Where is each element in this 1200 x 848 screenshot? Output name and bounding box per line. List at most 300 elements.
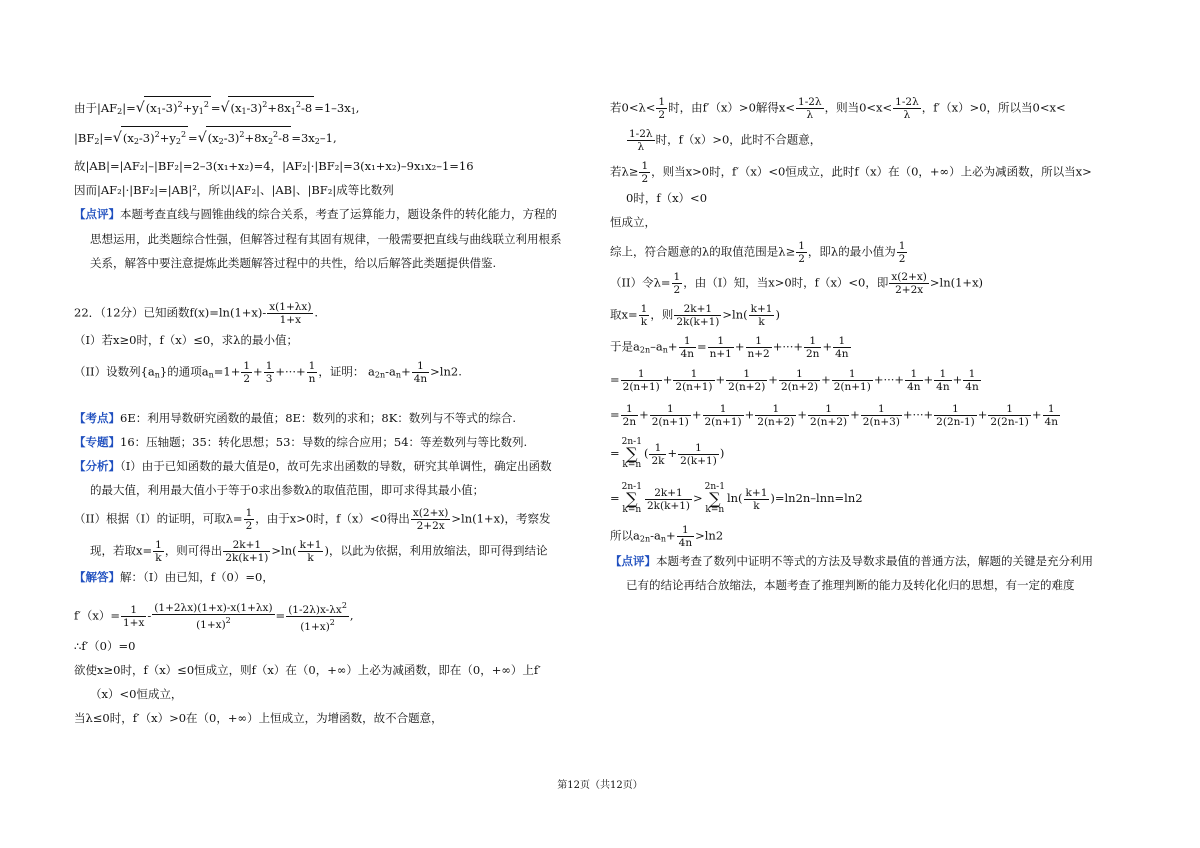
sigma-bottom: k=n xyxy=(622,505,642,515)
text: ，则 xyxy=(650,307,674,322)
jieda-tag: 【解答】 xyxy=(74,570,120,584)
text: + xyxy=(822,339,833,354)
den: 2(n+1) xyxy=(651,416,689,428)
num: 1 xyxy=(755,403,796,416)
text: +y xyxy=(182,101,199,115)
text: |= xyxy=(99,131,113,145)
text: + xyxy=(821,372,831,387)
text: +8x xyxy=(267,101,291,115)
fraction xyxy=(621,368,662,393)
sub: 2 xyxy=(218,137,224,146)
fraction xyxy=(893,96,921,121)
num: k+1 xyxy=(750,303,773,315)
num: 1 xyxy=(641,160,649,172)
fraction xyxy=(264,360,275,385)
fraction xyxy=(832,368,873,393)
zhuanti-line xyxy=(74,434,527,450)
text: -8 xyxy=(300,101,313,115)
num: 1 xyxy=(307,360,318,373)
den: 2 xyxy=(798,253,805,265)
sub: 2 xyxy=(94,137,100,146)
text: |BF xyxy=(74,131,95,145)
num xyxy=(286,600,349,617)
text: +8x xyxy=(244,131,268,145)
num: 2k+1 xyxy=(645,487,692,500)
fraction xyxy=(649,442,666,467)
dang-line: 当λ≤0时，f′（x）>0在（0，+∞）上恒成立，为增函数，故不合题意， xyxy=(74,711,443,725)
text: + xyxy=(666,528,676,543)
num: 1 xyxy=(808,403,849,416)
num: 1 xyxy=(649,442,666,455)
fraction xyxy=(749,303,775,328)
yu-line-2: （x）<0恒成立， xyxy=(90,687,183,701)
fraction xyxy=(298,539,324,564)
text: + xyxy=(952,372,963,387)
sigma-sign: ∑ xyxy=(626,489,638,508)
den: λ xyxy=(903,109,911,121)
text: + xyxy=(662,372,673,387)
text: = xyxy=(275,608,286,623)
text: +···+ xyxy=(873,372,905,387)
kaodian-tag: 【考点】 xyxy=(74,411,120,425)
sub: 1 xyxy=(156,107,162,116)
sub: n xyxy=(395,370,402,380)
text: =3x xyxy=(291,131,315,145)
den: 2+2x xyxy=(895,284,924,296)
fraction xyxy=(934,403,977,428)
comment-tag: 【点评】 xyxy=(74,207,120,221)
den: 2(n+3) xyxy=(862,416,900,428)
fraction xyxy=(674,303,721,328)
sigma xyxy=(622,438,642,470)
text: （II）设数列{a xyxy=(74,364,155,379)
fenxi-line-3 xyxy=(74,507,551,532)
sup: 2 xyxy=(239,130,245,139)
sup: 2 xyxy=(180,130,187,139)
text: -3) xyxy=(246,101,263,115)
text: -3) xyxy=(138,131,155,145)
fraction xyxy=(241,360,252,385)
sigma-top: 2n-1 xyxy=(704,482,725,492)
fraction xyxy=(889,271,929,296)
den: 2(n+2) xyxy=(780,381,819,393)
sub: 2 xyxy=(133,137,139,146)
text: （II）根据（I）的证明，可取λ= xyxy=(74,511,243,526)
sigma-top: 2n-1 xyxy=(621,482,642,492)
comment-line-1 xyxy=(74,206,557,222)
sigma-bottom: k=n xyxy=(705,505,725,515)
f-prime-zero: ∴f′（0）=0 xyxy=(74,639,136,653)
sub: 2n xyxy=(639,534,651,544)
den: 4n xyxy=(965,381,979,393)
den: 2 xyxy=(658,109,666,121)
num: 1 xyxy=(155,539,162,551)
num: 1 xyxy=(746,335,772,348)
den: 2(n+1) xyxy=(675,381,713,393)
text: >ln( xyxy=(271,543,297,558)
text: )=ln2n–lnn=ln2 xyxy=(770,491,863,505)
text: ，则可得出 xyxy=(164,543,223,558)
text: + xyxy=(734,339,745,354)
den: 1+x xyxy=(123,617,145,629)
sup: 2 xyxy=(273,130,279,139)
num: 1 xyxy=(779,368,820,381)
text: =1–3x xyxy=(314,101,351,115)
text: + xyxy=(691,407,702,422)
num: x(2+x) xyxy=(412,507,449,519)
fraction xyxy=(796,96,824,121)
fraction xyxy=(755,403,796,428)
text: 由于|AF xyxy=(74,101,118,115)
text: 若λ≥ xyxy=(610,164,639,179)
text: = xyxy=(610,372,620,387)
r-line-5: 恒成立， xyxy=(610,215,656,229)
den: 2(n+2) xyxy=(757,416,795,428)
text: -a xyxy=(650,528,661,543)
text: (1+x) xyxy=(196,619,226,631)
fraction xyxy=(678,442,719,467)
num: 2k+1 xyxy=(223,539,270,552)
fraction xyxy=(121,604,146,629)
num: 1-2λ xyxy=(895,96,919,108)
text: - xyxy=(147,608,152,623)
sub: 2n xyxy=(374,370,386,380)
text: = xyxy=(210,101,221,115)
num: 1 xyxy=(832,368,873,381)
num: 1 xyxy=(121,604,146,617)
text: + xyxy=(850,407,860,422)
text: ，即λ的最小值为 xyxy=(807,244,896,259)
num: 1 xyxy=(243,360,251,372)
den: 4n xyxy=(835,348,849,360)
r-line-7 xyxy=(610,271,983,296)
den: 2n xyxy=(622,416,637,428)
den: 2(2n-1) xyxy=(990,416,1029,428)
den: k xyxy=(758,316,765,328)
radical-sign: √ xyxy=(112,130,122,146)
r-eq-2 xyxy=(610,403,1061,428)
num: 1 xyxy=(861,403,902,416)
radical-sign: √ xyxy=(220,100,230,116)
text: 本题考查直线与圆锥曲线的综合关系，考查了运算能力，题设条件的转化能力，方程的 xyxy=(120,207,557,221)
r-line-6 xyxy=(610,240,908,265)
text: ，f′（x）>0，所以当0<x< xyxy=(921,100,1066,115)
num: k+1 xyxy=(745,486,768,499)
text: 16：压轴题；35：转化思想；53：导数的综合应用；54：等差数列与等比数列. xyxy=(120,435,528,449)
text: (x xyxy=(145,101,157,115)
num: 2k+1 xyxy=(674,303,721,316)
sup: 2 xyxy=(329,618,335,627)
r-eq-3 xyxy=(610,438,724,470)
fraction xyxy=(223,539,270,564)
text: 本题考查了数列中证明不等式的方法及导数求最值的普通方法，解题的关键是充分利用 xyxy=(656,554,1093,568)
fraction xyxy=(796,240,807,265)
text: (x xyxy=(207,131,219,145)
text: -3) xyxy=(161,101,178,115)
radical-sign: √ xyxy=(197,130,207,146)
den: 4n xyxy=(1044,416,1058,428)
radicand xyxy=(206,126,292,150)
num: 1 xyxy=(412,360,429,373)
sup: 2 xyxy=(341,601,347,610)
text: = xyxy=(610,491,620,505)
num: 1 xyxy=(678,442,719,455)
den: λ xyxy=(806,109,814,121)
text: + xyxy=(797,407,808,422)
den: 2(n+2) xyxy=(728,381,766,393)
num: 1 xyxy=(898,240,906,252)
text: （II）令λ= xyxy=(610,275,671,290)
num: x(2+x) xyxy=(891,271,927,283)
den: k xyxy=(155,552,162,564)
text: + xyxy=(639,407,649,422)
sigma-sign: ∑ xyxy=(709,489,721,508)
text: +···+ xyxy=(902,407,934,422)
num: x(1+λx) xyxy=(269,301,312,313)
fenxi-tag: 【分析】 xyxy=(74,459,120,473)
r-eq-1 xyxy=(610,368,982,393)
num: 1 xyxy=(988,403,1031,416)
text: >ln( xyxy=(722,307,748,322)
text: +···+ xyxy=(275,364,306,379)
text: 综上，符合题意的λ的取值范围是λ≥ xyxy=(610,244,796,259)
text: -8 xyxy=(278,131,290,145)
fraction xyxy=(307,360,318,385)
text: (x xyxy=(230,101,242,115)
den: 2(n+1) xyxy=(622,381,660,393)
text: 22．（12分）已知函数 xyxy=(74,305,190,320)
text: + xyxy=(1031,407,1042,422)
text: >ln(1+x)，考察发 xyxy=(451,511,551,526)
text: = xyxy=(696,339,707,354)
sup: 2 xyxy=(203,100,209,109)
fraction xyxy=(677,524,694,549)
fraction xyxy=(650,403,691,428)
page-footer: 第12页（共12页） xyxy=(557,780,643,791)
r-eq-4 xyxy=(610,483,863,515)
text: ，则当0<x< xyxy=(824,100,893,115)
text: > xyxy=(693,491,703,505)
sub: n xyxy=(662,345,668,355)
num: 1 xyxy=(640,303,648,315)
text: + xyxy=(923,372,934,387)
den: n+2 xyxy=(747,348,770,360)
den: 2+2x xyxy=(416,520,445,532)
fraction xyxy=(152,602,274,631)
fraction xyxy=(988,403,1031,428)
text: }的通项a xyxy=(159,364,209,379)
fraction xyxy=(411,507,451,532)
text: + xyxy=(715,372,726,387)
text: -3) xyxy=(223,131,240,145)
den: 2k(k+1) xyxy=(676,316,720,328)
q22-part1: （I）若x≥0时，f（x）≤0，求λ的最小值； xyxy=(74,333,298,347)
den: 2(n+2) xyxy=(810,416,848,428)
text: ，则当x>0时，f′（x）<0恒成立，此时f（x）在（0，+∞）上必为减函数，所以当x> xyxy=(651,164,1092,179)
text: ，由（I）知，当x>0时，f（x）<0，即 xyxy=(683,275,889,290)
sigma-bottom: k=n xyxy=(622,460,642,470)
den: 2 xyxy=(673,284,681,296)
text: f(x)=ln(1+x)- xyxy=(189,305,267,320)
den: 2(n+1) xyxy=(833,381,871,393)
text: -a xyxy=(385,364,396,379)
text: + xyxy=(768,372,778,387)
text: 时，由f′（x）>0解得x< xyxy=(668,100,796,115)
fraction xyxy=(286,600,349,633)
den: λ xyxy=(637,141,645,153)
line-geometric: 因而|AF₂|·|BF₂|=|AB|²，所以|AF₂|、|AB|、|BF₂|成等比数列 xyxy=(74,183,394,197)
fraction xyxy=(645,487,692,512)
q22-part2: （II）设数列$\{a_n\}$的通项$a_n=1+$ $\frac{1}{2}$ + $\frac{1}{3}$ +···+ $\frac{1}{n}$ ，证明： $a_{2n}-a_n+$ $\frac{1}{4n}$ >ln2. xyxy=(74,360,462,385)
den xyxy=(286,617,349,633)
line-bf2 xyxy=(74,126,337,150)
num: 1 xyxy=(658,96,666,108)
text: + xyxy=(744,407,755,422)
sub: 2 xyxy=(117,107,123,116)
den: 4n xyxy=(678,537,693,549)
num: 1-2λ xyxy=(629,128,653,140)
text: + xyxy=(667,339,678,354)
sub: 1 xyxy=(350,107,356,116)
text: ln( xyxy=(726,491,743,505)
text: 解：（I）由已知，f（0）=0， xyxy=(120,570,274,584)
fenxi-line-4 xyxy=(90,539,547,564)
sub: n xyxy=(154,370,160,380)
sub: 2n xyxy=(639,345,651,355)
sub: n xyxy=(660,534,667,544)
fraction xyxy=(804,335,821,360)
sub: 1 xyxy=(290,107,296,116)
num: 1 xyxy=(905,368,922,381)
fraction xyxy=(656,96,667,121)
text: 6E：利用导数研究函数的最值；8E：数列的求和；8K：数列与不等式的综合. xyxy=(120,411,516,425)
text: , xyxy=(349,608,354,623)
r-so-line xyxy=(610,524,723,549)
fraction xyxy=(639,303,650,328)
text: 于是a xyxy=(610,339,640,354)
text: ，证明： xyxy=(318,364,365,379)
num: 1 xyxy=(679,335,696,348)
fraction xyxy=(412,360,429,385)
fraction xyxy=(934,368,951,393)
den: 2k(k+1) xyxy=(646,499,691,512)
num: 1 xyxy=(673,368,714,381)
den: n+1 xyxy=(709,348,732,360)
text: –1, xyxy=(319,131,337,145)
fraction xyxy=(153,539,164,564)
num: 1 xyxy=(934,403,977,416)
fraction xyxy=(621,403,638,428)
fraction xyxy=(708,335,734,360)
den: k xyxy=(307,552,314,564)
kaodian-line xyxy=(74,410,516,426)
num: 1 xyxy=(804,335,821,348)
text: (x xyxy=(122,131,134,145)
fraction xyxy=(726,368,767,393)
num: 1 xyxy=(650,403,691,416)
num: 1-2λ xyxy=(798,96,822,108)
text: ) xyxy=(775,307,780,322)
line-af2 xyxy=(74,96,359,120)
num: k+1 xyxy=(299,539,322,551)
radicand xyxy=(121,126,188,150)
r-line-2 xyxy=(626,128,821,153)
sigma-top: 2n-1 xyxy=(621,437,642,447)
fraction xyxy=(905,368,922,393)
den: 2k(k+1) xyxy=(225,552,269,564)
radical-sign: √ xyxy=(135,100,145,116)
fraction xyxy=(963,368,980,393)
text: –a xyxy=(650,339,663,354)
fraction xyxy=(673,368,714,393)
num: 1 xyxy=(708,335,734,348)
text: 若0<λ< xyxy=(610,100,656,115)
comment-tag: 【点评】 xyxy=(610,554,656,568)
text: + xyxy=(667,446,678,460)
text: +···+ xyxy=(772,339,803,354)
fraction xyxy=(639,160,650,185)
text: = xyxy=(188,131,198,145)
text: >ln2 xyxy=(695,528,724,543)
text: + xyxy=(401,364,411,379)
fraction xyxy=(703,403,744,428)
den: 2n xyxy=(806,348,820,360)
text: 时，f（x）>0，此时不合题意， xyxy=(655,132,822,147)
den: 1+x xyxy=(279,314,302,326)
den: 2 xyxy=(245,520,253,532)
den: 2 xyxy=(898,253,906,265)
text: a xyxy=(633,528,640,543)
text: = xyxy=(610,446,620,460)
sub: 1 xyxy=(241,107,247,116)
fenxi-line-1 xyxy=(74,458,552,474)
text: (1-2λ)x-λx xyxy=(288,604,342,616)
num: 1 xyxy=(265,360,273,372)
text: 所以 xyxy=(610,528,633,543)
text: =1+ xyxy=(213,364,241,379)
den: 2 xyxy=(243,373,251,385)
r-line-3 xyxy=(610,160,1092,185)
fraction xyxy=(744,487,770,512)
text: 现，若取x= xyxy=(90,543,153,558)
fraction xyxy=(861,403,902,428)
text: >ln(1+x) xyxy=(929,275,984,290)
fraction xyxy=(1043,403,1060,428)
fraction xyxy=(679,335,696,360)
text: （I）由于已知函数的最大值是0，故可先求出函数的导数，研究其单调性，确定出函数 xyxy=(120,459,552,473)
comment-line-2: 思想运用，此类题综合性强，但解答过程有其固有规律，一般需要把直线与曲线联立利用根系 xyxy=(90,232,562,246)
radicand xyxy=(144,96,211,120)
fraction xyxy=(779,368,820,393)
text: ( xyxy=(643,446,649,460)
fraction xyxy=(672,271,683,296)
fraction xyxy=(746,335,772,360)
fraction xyxy=(808,403,849,428)
den: 2k xyxy=(651,454,665,467)
num: (1+2λx)(1+x)-x(1+λx) xyxy=(154,602,273,614)
fraction xyxy=(244,507,255,532)
text: , xyxy=(355,101,360,115)
text: + xyxy=(977,407,988,422)
text: (1+x) xyxy=(300,621,330,633)
text: )，以此为依据，利用放缩法，即可得到结论 xyxy=(324,543,548,558)
num: 1 xyxy=(934,368,951,381)
num: 1 xyxy=(677,524,694,537)
sup: 2 xyxy=(262,100,268,109)
r-line-1 xyxy=(610,96,1066,121)
num: 1 xyxy=(703,403,744,416)
num: 1 xyxy=(833,335,850,348)
